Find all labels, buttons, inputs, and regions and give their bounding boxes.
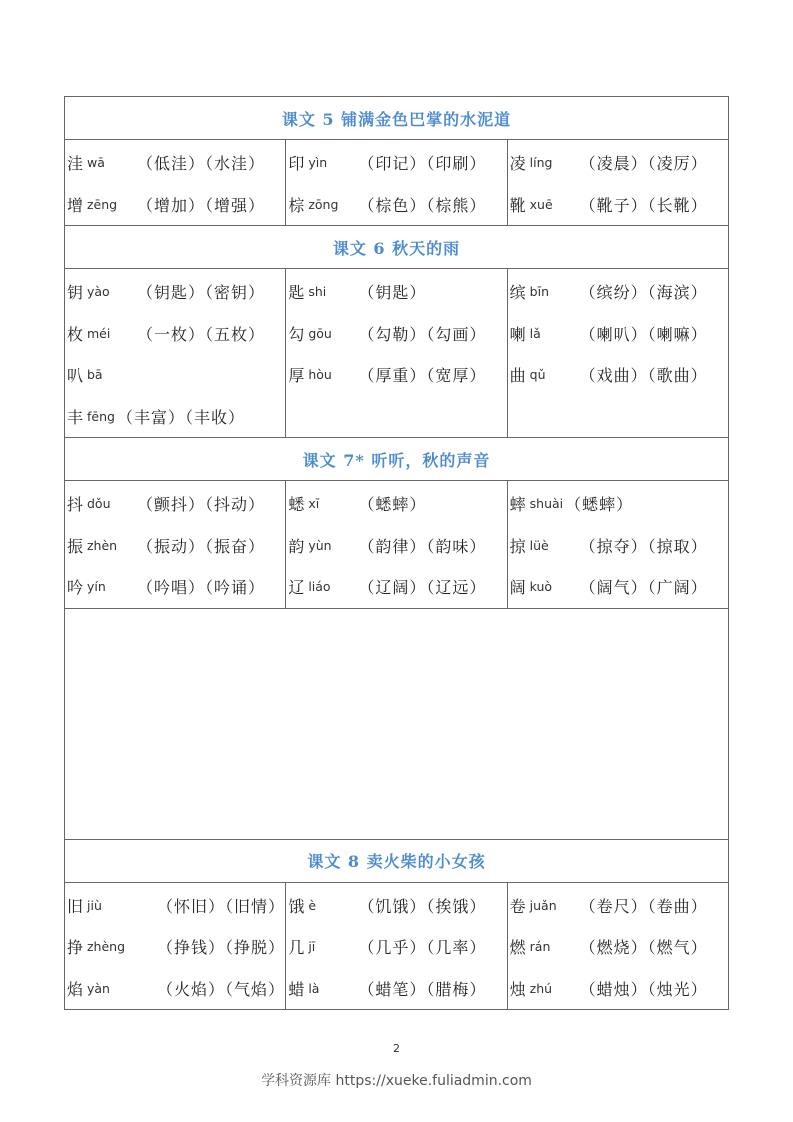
character: 厚	[288, 366, 305, 386]
example-words: （蜡烛）（烛光）	[579, 979, 708, 999]
blank-row	[65, 609, 728, 840]
character: 洼	[67, 154, 84, 174]
column	[65, 269, 285, 437]
character: 缤	[509, 283, 526, 303]
vocab-entry	[510, 483, 728, 525]
example-words: （韵律）（韵味）	[358, 536, 487, 556]
example-words: （蟋蟀）	[358, 495, 427, 515]
vocab-entry	[510, 142, 728, 184]
example-words: （棕色）（棕熊）	[358, 195, 487, 215]
pinyin: gōu	[308, 325, 332, 341]
section-title: 课文 7* 听听，秋的声音	[65, 438, 728, 481]
character: 振	[67, 536, 84, 556]
column	[65, 140, 285, 225]
character: 靴	[509, 195, 526, 215]
example-words: （钥匙）（密钥）	[137, 283, 266, 303]
character: 卷	[509, 896, 526, 916]
vocab-entry	[67, 566, 285, 608]
vocab-entry	[510, 968, 728, 1010]
character: 曲	[509, 366, 526, 386]
vocabulary-table	[64, 96, 729, 1010]
pinyin: yìn	[308, 155, 328, 171]
example-words: （火焰）（气焰）	[157, 979, 286, 999]
example-words: （几乎）（几率）	[358, 938, 487, 958]
character: 喇	[509, 324, 526, 344]
column	[285, 140, 506, 225]
vocab-entry	[288, 525, 506, 567]
character: 蜡	[288, 979, 305, 999]
character: 挣	[67, 938, 84, 958]
vocab-entry	[288, 885, 506, 927]
vocab-entry	[67, 525, 285, 567]
example-words: （蜡笔）（腊梅）	[358, 979, 487, 999]
section-grid	[65, 481, 728, 609]
pinyin: kuò	[529, 579, 553, 595]
vocab-entry	[67, 968, 285, 1010]
vocab-entry	[67, 926, 285, 968]
example-words: （挣钱）（挣脱）	[157, 938, 286, 958]
vocab-entry	[67, 354, 285, 396]
example-words: （戏曲）（歌曲）	[579, 366, 708, 386]
vocab-entry	[288, 926, 506, 968]
character: 抖	[67, 495, 84, 515]
column	[285, 269, 506, 437]
vocab-entry	[288, 566, 506, 608]
example-words: （勾勒）（勾画）	[358, 324, 487, 344]
pinyin: liáo	[308, 579, 331, 595]
pinyin: méi	[87, 325, 111, 341]
column	[507, 481, 728, 608]
pinyin: lǎ	[529, 325, 541, 341]
example-words: （阔气）（广阔）	[579, 578, 708, 598]
pinyin: yùn	[308, 537, 332, 553]
vocab-entry	[67, 142, 285, 184]
vocab-entry	[288, 354, 506, 396]
character: 丰	[67, 407, 84, 427]
section-grid	[65, 883, 728, 1010]
footer-source: 学科资源库 https://xueke.fuliadmin.com	[261, 1073, 532, 1089]
section-title: 课文 5 铺满金色巴掌的水泥道	[65, 97, 728, 140]
pinyin: zhèng	[87, 939, 126, 955]
character: 棕	[288, 195, 305, 215]
character: 辽	[288, 578, 305, 598]
example-words: （怀旧）（旧情）	[157, 896, 286, 916]
pinyin: xuē	[529, 196, 553, 212]
pinyin: dǒu	[87, 496, 111, 512]
example-words: （一枚）（五枚）	[137, 324, 266, 344]
pinyin: xī	[308, 496, 320, 512]
character: 饿	[288, 896, 305, 916]
vocab-entry	[67, 483, 285, 525]
character: 勾	[288, 324, 305, 344]
column	[65, 481, 285, 608]
pinyin: jī	[308, 939, 316, 955]
column	[65, 883, 285, 1010]
pinyin: shuài	[529, 496, 564, 512]
character: 焰	[67, 979, 84, 999]
pinyin: juǎn	[529, 897, 557, 913]
pinyin: zōng	[308, 196, 339, 212]
character: 韵	[288, 536, 305, 556]
vocab-entry	[510, 926, 728, 968]
pinyin: wā	[87, 155, 105, 171]
vocab-entry	[288, 184, 506, 226]
example-words: （振动）（振奋）	[137, 536, 266, 556]
pinyin: là	[308, 980, 320, 996]
pinyin: rán	[529, 939, 551, 955]
vocab-entry	[510, 885, 728, 927]
example-words: （蟋蟀）	[565, 495, 634, 515]
character: 烛	[509, 979, 526, 999]
example-words: （吟唱）（吟诵）	[137, 578, 266, 598]
vocab-entry	[510, 354, 728, 396]
pinyin: lüè	[529, 537, 549, 553]
character: 匙	[288, 283, 305, 303]
vocab-entry	[288, 271, 506, 313]
vocab-entry	[288, 313, 506, 355]
character: 掠	[509, 536, 526, 556]
character: 增	[67, 195, 84, 215]
column	[507, 269, 728, 437]
character: 蟋	[288, 495, 305, 515]
pinyin: è	[308, 897, 317, 913]
character: 旧	[67, 896, 84, 916]
vocab-entry	[67, 184, 285, 226]
column	[507, 883, 728, 1010]
example-words: （辽阔）（辽远）	[358, 578, 487, 598]
vocab-entry	[510, 313, 728, 355]
example-words: （丰富）（丰收）	[116, 407, 245, 427]
example-words: （靴子）（长靴）	[579, 195, 708, 215]
vocab-entry	[67, 885, 285, 927]
vocab-entry	[510, 525, 728, 567]
pinyin: zēng	[87, 196, 118, 212]
pinyin: líng	[529, 155, 553, 171]
pinyin: yàn	[87, 980, 110, 996]
example-words: （钥匙）	[358, 283, 427, 303]
vocab-entry	[288, 968, 506, 1010]
example-words: （掠夺）（掠取）	[579, 536, 708, 556]
pinyin: hòu	[308, 367, 332, 383]
example-words: （凌晨）（凌厉）	[579, 154, 708, 174]
character: 钥	[67, 283, 84, 303]
vocab-entry	[67, 313, 285, 355]
example-words: （燃烧）（燃气）	[579, 938, 708, 958]
page-number: 2	[393, 1042, 400, 1055]
column	[285, 883, 506, 1010]
pinyin: fēng	[87, 408, 115, 424]
pinyin: zhèn	[87, 537, 118, 553]
example-words: （卷尺）（卷曲）	[579, 896, 708, 916]
section-grid	[65, 269, 728, 438]
character: 凌	[509, 154, 526, 174]
example-words: （印记）（印刷）	[358, 154, 487, 174]
pinyin: jiù	[87, 897, 102, 913]
section-title: 课文 8 卖火柴的小女孩	[65, 840, 728, 883]
section-title: 课文 6 秋天的雨	[65, 226, 728, 269]
pinyin: bā	[87, 367, 103, 383]
vocab-entry	[510, 566, 728, 608]
vocab-entry	[67, 271, 285, 313]
character: 叭	[67, 366, 84, 386]
pinyin: yín	[87, 579, 106, 595]
example-words: （厚重）（宽厚）	[358, 366, 487, 386]
vocab-entry	[288, 142, 506, 184]
example-words: （增加）（增强）	[137, 195, 266, 215]
pinyin: bīn	[529, 284, 549, 300]
vocab-entry	[510, 184, 728, 226]
character: 吟	[67, 578, 84, 598]
example-words: （低洼）（水洼）	[137, 154, 266, 174]
vocab-entry	[510, 271, 728, 313]
section-grid	[65, 140, 728, 226]
vocab-entry	[67, 396, 285, 438]
character: 蟀	[509, 495, 526, 515]
character: 阔	[509, 578, 526, 598]
character: 枚	[67, 324, 84, 344]
example-words: （颤抖）（抖动）	[137, 495, 266, 515]
column	[285, 481, 506, 608]
example-words: （饥饿）（挨饿）	[358, 896, 487, 916]
pinyin: yào	[87, 284, 110, 300]
example-words: （喇叭）（喇嘛）	[579, 324, 708, 344]
example-words: （缤纷）（海滨）	[579, 283, 708, 303]
column	[507, 140, 728, 225]
pinyin: qǔ	[529, 367, 546, 383]
vocab-entry	[288, 483, 506, 525]
pinyin: zhú	[529, 980, 553, 996]
character: 印	[288, 154, 305, 174]
character: 燃	[509, 938, 526, 958]
pinyin: shi	[308, 284, 327, 300]
character: 几	[288, 938, 305, 958]
